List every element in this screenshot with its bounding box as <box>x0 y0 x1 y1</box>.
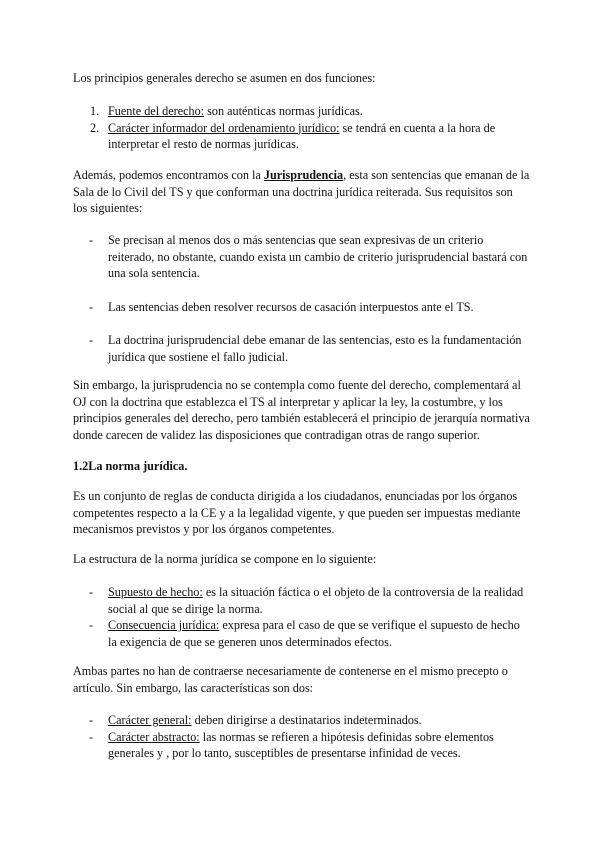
functions-list <box>73 103 530 153</box>
structure-intro-paragraph: La estructura de la norma jurídica se compone en lo siguiente: <box>73 552 377 566</box>
item-term: Supuesto de hecho: <box>108 585 203 599</box>
dash-bullet: - <box>89 713 94 727</box>
item-text: La doctrina jurisprudencial debe emanar de las sentencias, esto es la fundamentación jurídica que sostiene el fallo judicial. <box>108 333 522 364</box>
item-term: Carácter informador del ordenamiento jurídico: <box>108 120 340 135</box>
dash-bullet: - <box>89 333 94 347</box>
spacer <box>73 315 530 332</box>
list-item <box>73 584 530 617</box>
item-text: Las sentencias deben resolver recursos de casación interpuestos ante el TS. <box>108 299 474 314</box>
sin-embargo-paragraph: Sin embargo, la jurisprudencia no se contempla como fuente del derecho, complementará al OJ con la doctrina que establezca el TS al interpretar y aplicar la ley, la costumbre, y los principios generales del derecho, pero también establecerá el principio de jerarquía normativa donde carecen de validez las disposiciones que contradigan otras de rango superior. <box>73 378 530 442</box>
item-text: deben dirigirse a destinatarios indeterminados. <box>191 713 422 727</box>
list-item <box>73 617 530 650</box>
dash-bullet: - <box>89 729 94 744</box>
item-text: se tendrá en cuenta a la hora de interpretar el resto de normas jurídicas. <box>108 120 496 151</box>
item-text: expresa para el caso de que se verifique el supuesto de hecho la exigencia de que se generen unos determinados efectos. <box>108 618 520 649</box>
list-item <box>73 232 530 282</box>
item-term: Carácter abstracto: <box>108 729 200 744</box>
dash-bullet: - <box>89 299 94 314</box>
definition-paragraph: Es un conjunto de reglas de conducta dirigida a los ciudadanos, enunciadas por los órganos competentes respecto a la CE y a la legalidad vigente, y que pueden ser impuestas mediante mecanismos previstos y por los órganos competentes. <box>73 489 521 536</box>
jurisprudencia-term: Jurisprudencia <box>263 168 344 182</box>
item-term: Carácter general: <box>108 713 192 727</box>
item-text: Se precisan al menos dos o más sentencias que sean expresivas de un criterio reiterado, no obstante, cuando exista un cambio de criterio jurisprudencial bastará con una sola sentencia. <box>108 233 528 280</box>
dash-bullet: - <box>89 618 94 632</box>
list-item <box>73 299 530 316</box>
list-item <box>73 103 530 120</box>
list-item <box>73 729 530 762</box>
characteristics-list <box>73 712 530 762</box>
item-text: es la situación fáctica o el objeto de la controversia de la realidad social al que se dirige la norma. <box>108 585 524 616</box>
list-number: 2. <box>90 120 100 135</box>
list-item <box>73 332 530 365</box>
intro-paragraph: Los principios generales derecho se asumen en dos funciones: <box>73 71 376 85</box>
section-heading: 1.2La norma jurídica. <box>73 459 188 473</box>
structure-list <box>73 584 530 650</box>
text-run: , esta son sentencias que emanan de la Sala de lo Civil del TS y que conforman una doctrina jurídica reiterada. Sus requisitos son los siguientes: <box>73 168 530 215</box>
requisites-list <box>73 232 530 365</box>
item-term: Fuente del derecho: <box>108 104 205 118</box>
list-item <box>73 712 530 729</box>
spacer <box>73 282 530 299</box>
item-text: son auténticas normas jurídicas. <box>204 104 363 118</box>
dash-bullet: - <box>89 233 94 247</box>
list-item <box>73 120 530 153</box>
list-number: 1. <box>90 104 100 118</box>
item-text: las normas se refieren a hipótesis definidas sobre elementos generales y , por lo tanto, susceptibles de presentarse infinidad de veces. <box>108 729 494 760</box>
text-run: Además, podemos encontramos con la <box>73 168 264 182</box>
ambas-paragraph: Ambas partes no han de contraerse necesariamente de contenerse en el mismo precepto o artículo. Sin embargo, las características son dos: <box>73 664 508 695</box>
dash-bullet: - <box>89 585 94 599</box>
jurisprudencia-paragraph <box>73 167 530 217</box>
item-term: Consecuencia jurídica: <box>108 618 220 632</box>
